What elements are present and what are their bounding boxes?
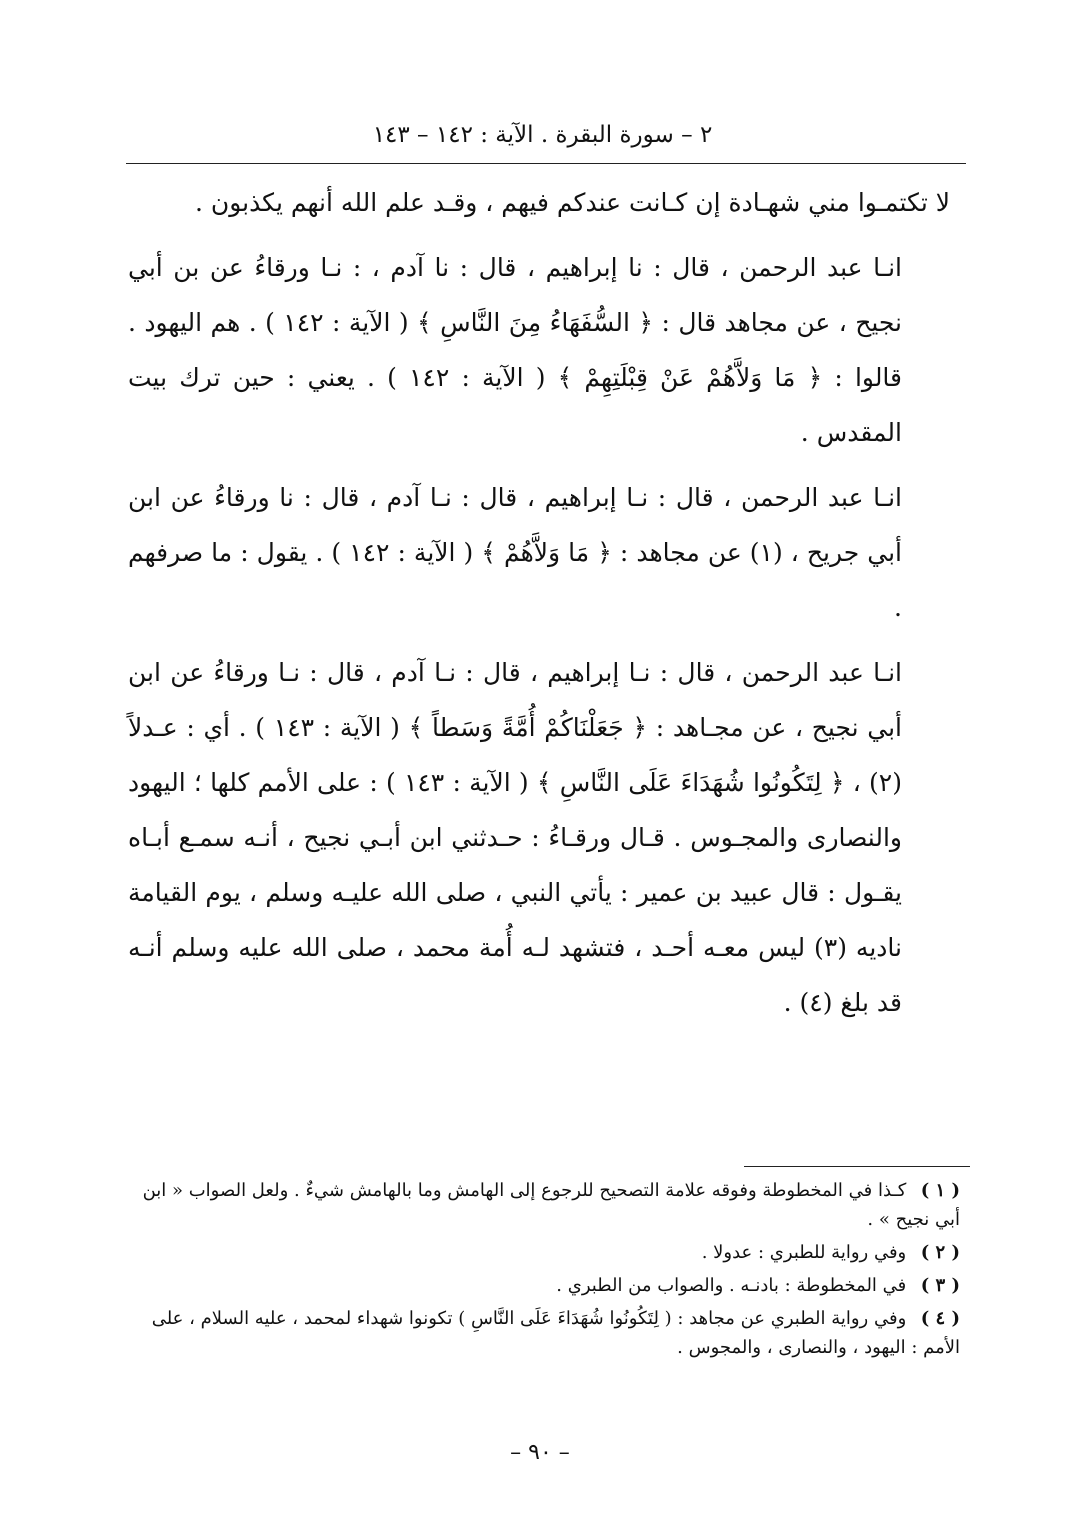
page-number: – ٩٠ –	[510, 1440, 570, 1465]
footnote-text: وفي رواية للطبري : عدولا .	[701, 1242, 907, 1263]
footnote-number: ( ١ )	[920, 1180, 960, 1201]
footnote-number: ( ٤ )	[920, 1308, 960, 1329]
main-text	[128, 175, 950, 1040]
footnotes	[130, 1176, 960, 1366]
page-header: ٢ – سورة البقرة . الآية : ١٤٢ – ١٤٣	[372, 122, 713, 148]
footnote-3	[130, 1271, 960, 1300]
paragraph-2: انـا عبد الرحمن ، قال : نا إبراهيم ، قال : نا آدم ، : نـا ورقاءُ عن بن أبي نجيح ، عن مجاهد قال : ﴿ السُّفَهَاءُ مِنَ النَّاسِ ﴾ ( الآية : ١٤٢ ) . هم اليهود . قالوا : ﴿ مَا وَلاَّهُمْ عَنْ قِبْلَتِهِمْ ﴾ ( الآية : ١٤٢ ) . يعني : حين ترك بيت المقدس .	[128, 253, 902, 447]
footnote-number: ( ٢ )	[920, 1242, 960, 1263]
header-divider	[126, 163, 966, 164]
footnote-1	[130, 1176, 960, 1234]
footnote-4	[130, 1304, 960, 1362]
paragraph-1: لا تكتمـوا مني شهـادة إن كـانت عندكم فيهم ، وقـد علم الله أنهم يكذبون .	[194, 188, 950, 217]
paragraph-4: انـا عبد الرحمن ، قال : نـا إبراهيم ، قال : نـا آدم ، قال : نـا ورقاءُ عن ابن أبي نجيح ، عن مجـاهد : ﴿ جَعَلْنَاكُمْ أُمَّةً وَسَطاً ﴾ ( الآية : ١٤٣ ) . أي : عـدلاً (٢) ، ﴿ لِتَكُونُوا شُهَدَاءَ عَلَى النَّاسِ ﴾ ( الآية : ١٤٣ ) : على الأمم كلها ؛ اليهود والنصارى والمجـوس . قـال ورقـاءُ : حـدثني ابن أبـي نجيح ، أنـه سمـع أبـاه يقـول : قال عبيد بن عمير : يأتي النبي ، صلى الله عليـه وسلم ، يوم القيامة ناديه (٣) ليس معـه أحـد ، فتشهد لـه أُمة محمد ، صلى الله عليه وسلم أنـه قد بلغ (٤) .	[128, 658, 903, 1017]
paragraph-3: انـا عبد الرحمن ، قال : نـا إبراهيم ، قال : نـا آدم ، قال : نا ورقاءُ عن ابن أبي جريح ، (١) عن مجاهد : ﴿ مَا وَلاَّهُمْ ﴾ ( الآية : ١٤٢ ) . يقول : ما صرفهم .	[128, 483, 902, 622]
footnote-text: في المخطوطة : بادنـه . والصواب من الطبري .	[556, 1275, 907, 1296]
footnote-2	[130, 1238, 960, 1267]
footnote-divider	[744, 1166, 970, 1167]
footnote-text: وفي رواية الطبري عن مجاهد : ( لِتَكُونُوا شُهَدَاءَ عَلَى النَّاسِ ) تكونوا شهداء لمحمد ، عليه السلام ، على الأمم : اليهود ، والنصارى ، والمجوس .	[151, 1308, 960, 1358]
footnote-number: ( ٣ )	[920, 1275, 960, 1296]
footnote-text: كـذا في المخطوطة وفوقه علامة التصحيح للرجوع إلى الهامش وما بالهامش شيءٌ . ولعل الصواب « ابن أبي نجيح » .	[142, 1180, 960, 1230]
